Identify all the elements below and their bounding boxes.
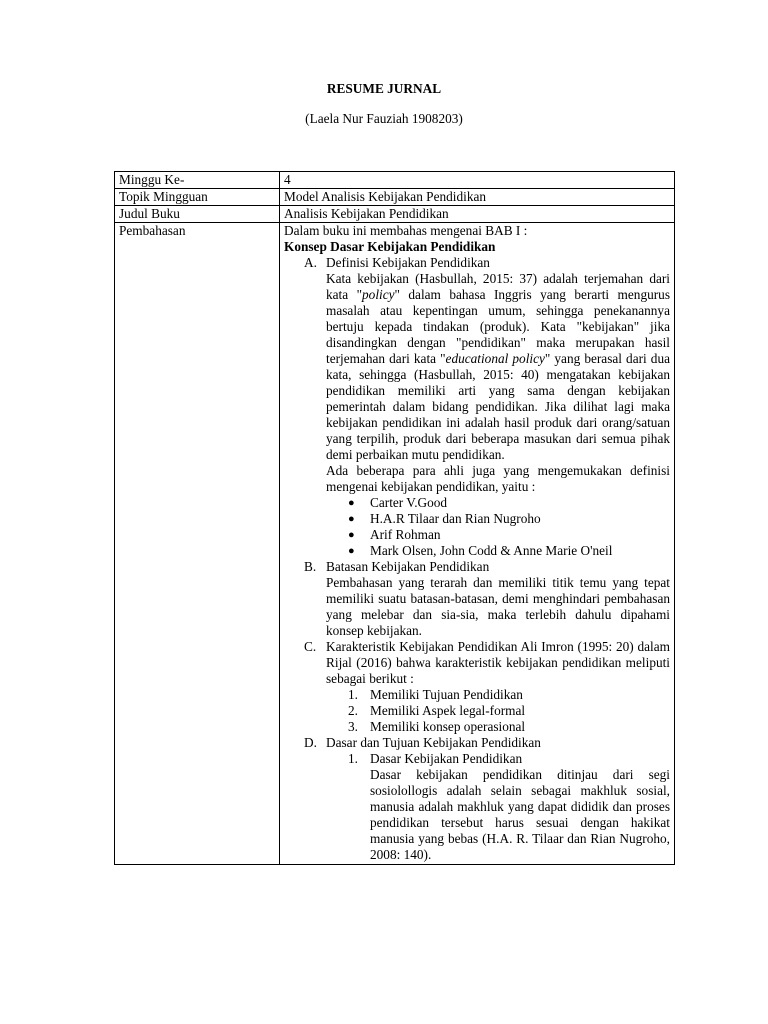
list-item: 3. Memiliki konsep operasional [348,719,526,734]
list-item [284,639,670,687]
list-marker: A. [304,255,317,270]
section-a-paragraph-2: Ada beberapa para ahli juga yang mengemukakan definisi mengenai kebijakan pendidikan, yaitu : [326,463,670,494]
document-subtitle: (Laela Nur Fauziah 1908203) [305,111,463,126]
bullet-icon: ● [348,529,355,541]
row-value-judul: Analisis Kebijakan Pendidikan [280,206,675,223]
section-d-paragraph: Dasar kebijakan pendidikan ditinjau dari segi sosiolollogis adalah selain sebagai makhluk sosial, manusia adalah makhluk yang dapat dididik dan proses pendidikan tersebut harus sesuai dengan hakikat manusia yang bebas (H.A. R. Tilaar dan Rian Nugroho, 2008: 140). [370,767,670,862]
table-row [115,189,675,206]
row-label-judul: Judul Buku [115,206,280,223]
document-title: RESUME JURNAL [326,81,442,96]
table-row [115,223,675,865]
table-row [115,206,675,223]
list-marker: D. [304,735,317,750]
bullet-icon: ● [348,545,355,557]
resume-table [114,171,675,865]
intro-text: Dalam buku ini membahas mengenai BAB I : [284,223,528,238]
row-value-topik: Model Analisis Kebijakan Pendidikan [280,189,675,206]
row-label-topik: Topik Mingguan [115,189,280,206]
bullet-list [284,495,670,559]
section-c-title: Karakteristik Kebijakan Pendidikan Ali Imron (1995: 20) dalam Rijal (2016) bahwa karakteristik kebijakan pendidikan meliputi sebagai berikut : [326,639,670,686]
list-marker: C. [304,639,317,654]
bullet-icon: ● [348,513,355,525]
list-item: 1. Dasar Kebijakan Pendidikan [348,751,523,766]
section-d-title: Dasar dan Tujuan Kebijakan Pendidikan [326,735,541,750]
list-item: ● Arif Rohman [348,527,441,542]
row-label-pembahasan: Pembahasan [115,223,280,865]
list-item: ● Mark Olsen, John Codd & Anne Marie O'neil [348,543,613,558]
list-item: 2. Memiliki Aspek legal-formal [348,703,526,718]
numbered-list [284,687,670,735]
section-heading: Konsep Dasar Kebijakan Pendidikan [284,239,496,254]
table-row [115,172,675,189]
section-b-paragraph: Pembahasan yang terarah dan memiliki titik temu yang tepat memiliki suatu batasan-batasan, demi menghindari pembahasan yang melebar dan sia-sia, maka terlebih dahulu dipahami konsep kebijakan. [326,575,670,638]
list-marker: B. [304,559,317,574]
bullet-icon: ● [348,497,355,509]
list-item: ● H.A.R Tilaar dan Rian Nugroho [348,511,541,526]
list-item: ● Carter V.Good [348,495,448,510]
section-b-title: Batasan Kebijakan Pendidikan [326,559,490,574]
section-a-title: Definisi Kebijakan Pendidikan [326,255,490,270]
list-item [284,559,670,575]
section-d-item-title: Dasar Kebijakan Pendidikan [370,751,523,766]
section-a-paragraph: Kata kebijakan (Hasbullah, 2015: 37) adalah terjemahan dari kata "policy" dalam bahasa Inggris yang berarti mengurus masalah atau kepentingan umum, sehingga penekanannya bertuju kepada tindakan (produk). Kata "kebijakan" jika disandingkan dengan "pendidikan" maka merupakan hasil terjemahan dari kata "educational policy" yang berasal dari dua kata, sehingga (Hasbullah, 2015: 40) mengatakan kebijakan pendidikan memiliki arti yang sama dengan kebijakan pemerintah dalam bidang pendidikan. Jika dilihat lagi maka kebijakan pendidikan ini adalah hasil produk dari orang/satuan yang terpilih, produk dari beberapa masukan dari semua pihak demi perbaikan mutu pendidikan. [326,271,670,462]
row-label-minggu: Minggu Ke- [115,172,280,189]
list-item [284,735,670,751]
list-item [284,255,670,271]
row-value-minggu: 4 [280,172,675,189]
pembahasan-content [280,223,675,865]
list-item: 1. Memiliki Tujuan Pendidikan [348,687,523,702]
